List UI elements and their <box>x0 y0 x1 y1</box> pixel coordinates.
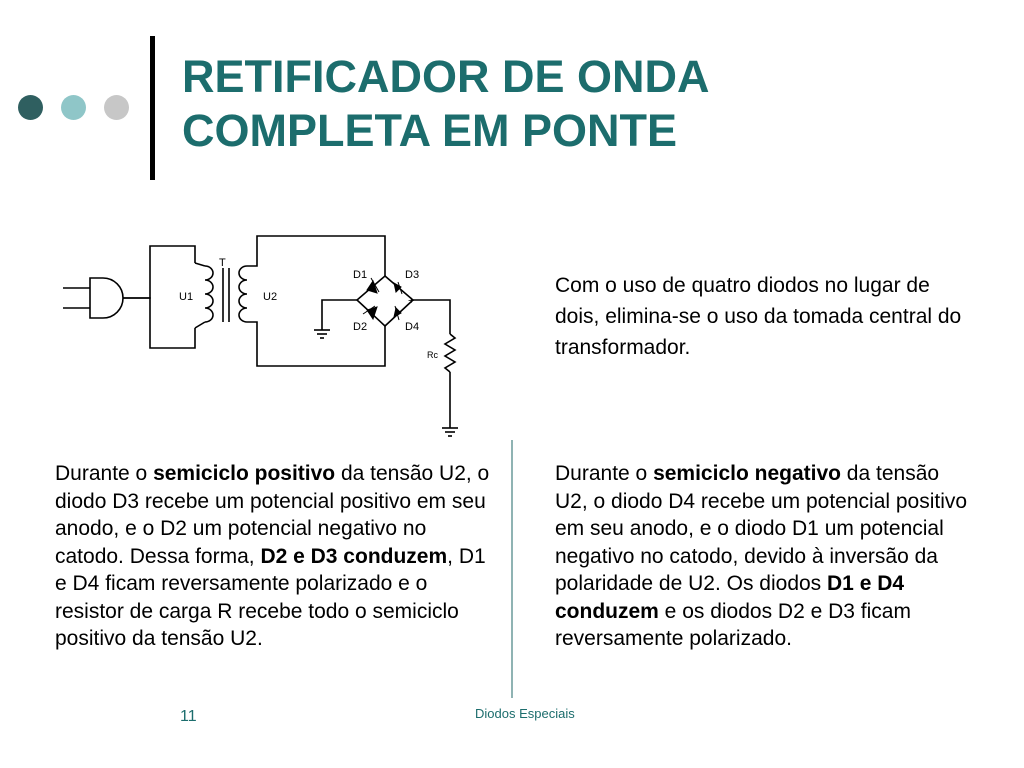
slide-title <box>182 50 982 158</box>
decor-dot-light <box>61 95 86 120</box>
label-U2: U2 <box>263 291 278 303</box>
negative-cycle-text: Durante o semiciclo negativo da tensão U2, o diodo D4 recebe um potencial positivo em seu anodo, e o diodo D1 um potencial negativo no catodo, devido à inversão da polaridade de U2. Os diodos D1 e D4 conduzem e os diodos D2 e D3 ficam reversamente polarizado. <box>555 462 968 650</box>
bridge-rectifier-circuit <box>55 230 475 445</box>
label-D2: D2 <box>353 321 368 333</box>
decor-dot-gray <box>104 95 129 120</box>
label-D4: D4 <box>405 321 420 333</box>
label-U1: U1 <box>179 291 194 303</box>
label-plus: + <box>408 295 415 307</box>
d2-d3-conduct-emphasis: D2 e D3 conduzem <box>260 544 448 568</box>
d1-d4-conduct-emphasis: D1 e D4 conduzem <box>555 572 905 623</box>
decor-dot-dark <box>18 95 43 120</box>
label-T: T <box>219 257 226 269</box>
label-R: Rc <box>427 350 438 360</box>
page-number: 11 <box>180 708 197 725</box>
column-divider <box>511 440 513 698</box>
negative-cycle-emphasis: semiciclo negativo <box>653 462 841 485</box>
footer-label: Diodos Especiais <box>475 706 575 721</box>
label-D3: D3 <box>405 269 420 281</box>
label-D1: D1 <box>353 269 368 281</box>
positive-cycle-emphasis: semiciclo positivo <box>153 462 336 485</box>
title-divider-bar <box>150 36 155 180</box>
intro-text: Com o uso de quatro diodos no lugar de dois, elimina-se o uso da tomada central do transformador. <box>555 274 962 359</box>
positive-cycle-text: Durante o semiciclo positivo da tensão U2, o diodo D3 recebe um potencial positivo em seu anodo, e o D2 um potencial negativo no catodo. Dessa forma, D2 e D3 conduzem, D1 e D4 ficam reversamente polarizado e o resistor de carga R recebe todo o semiciclo positivo da tensão U2. <box>55 462 490 650</box>
title-line-2: COMPLETA EM PONTE <box>182 105 677 156</box>
title-line-1: RETIFICADOR DE ONDA <box>182 51 710 102</box>
